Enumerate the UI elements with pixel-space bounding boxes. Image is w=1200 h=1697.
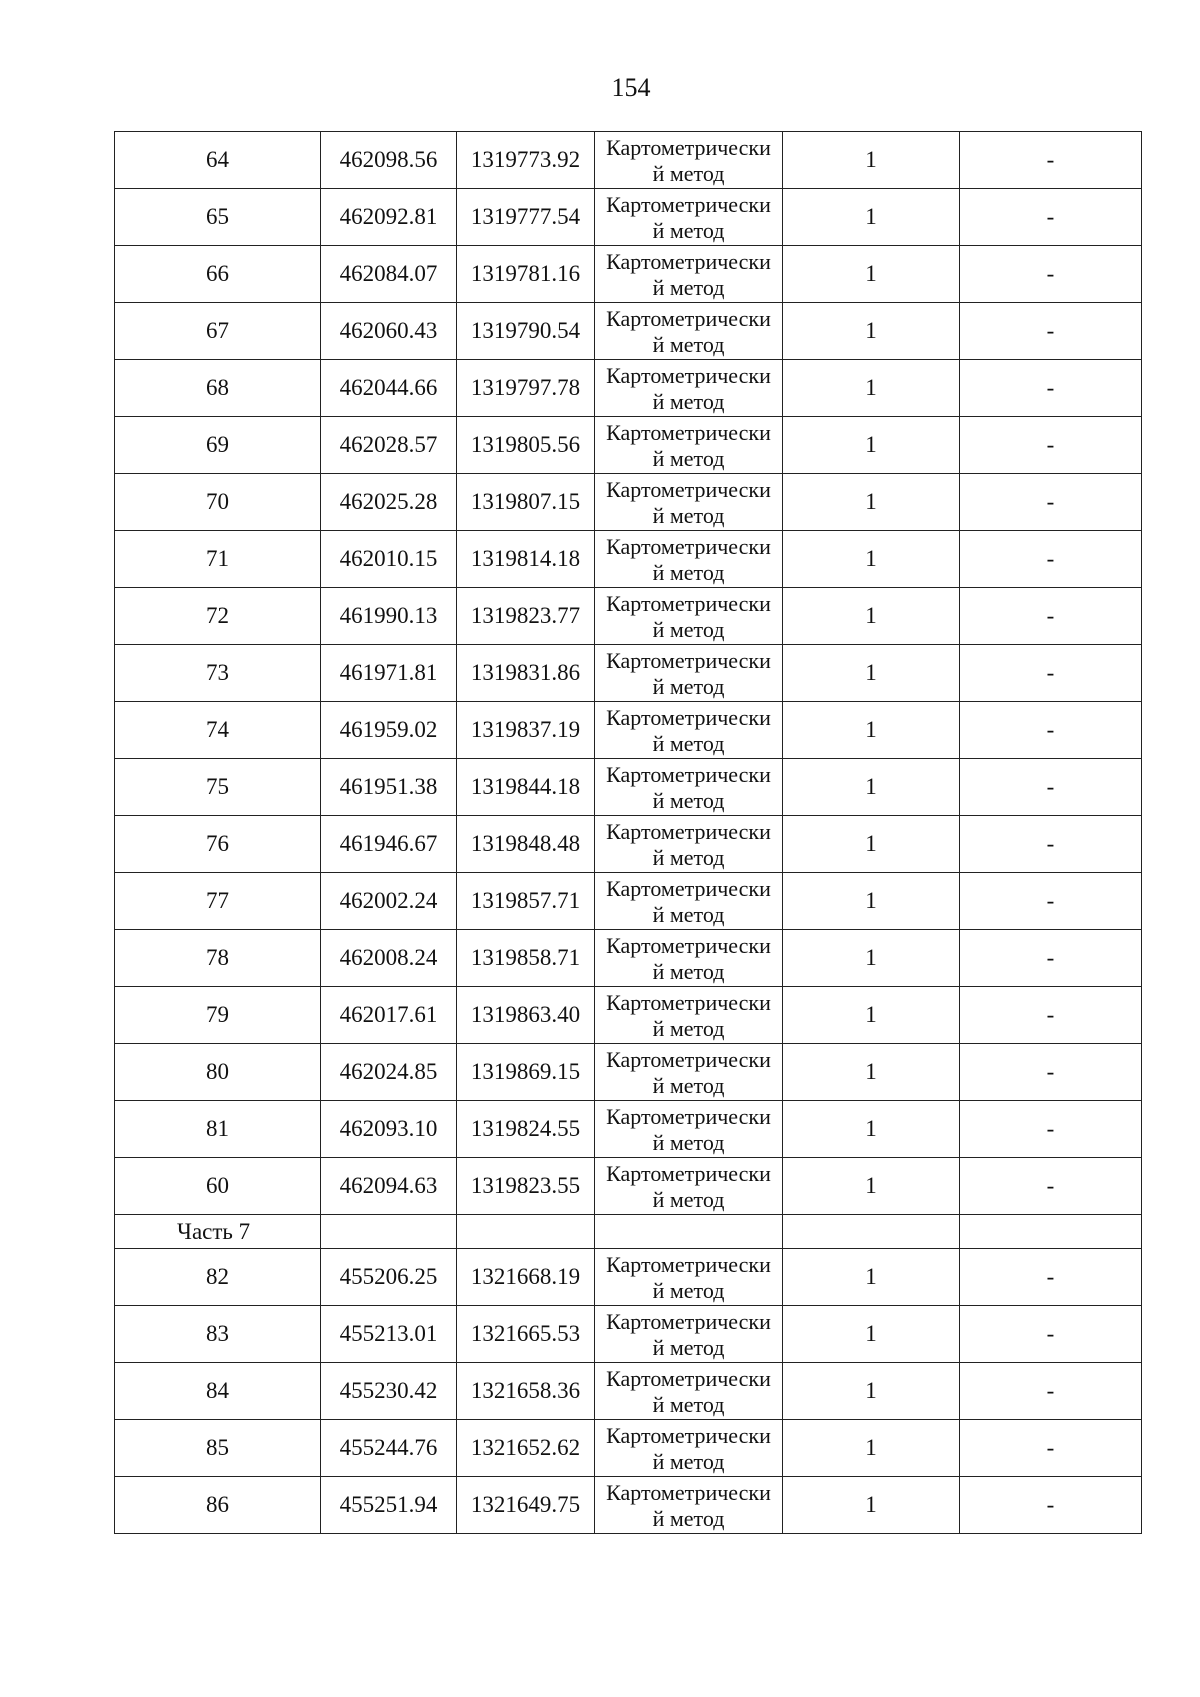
note-cell: - <box>960 987 1142 1044</box>
note-cell: - <box>960 1306 1142 1363</box>
table-row <box>115 816 1142 873</box>
note-cell: - <box>960 474 1142 531</box>
accuracy-cell: 1 <box>783 588 960 645</box>
x-coordinate-cell: 462084.07 <box>321 246 457 303</box>
point-number-cell: 64 <box>115 132 321 189</box>
method-label-line2: й метод <box>652 217 725 243</box>
accuracy-cell: 1 <box>783 417 960 474</box>
note-cell: - <box>960 1249 1142 1306</box>
table-row <box>115 1249 1142 1306</box>
accuracy-cell: 1 <box>783 759 960 816</box>
table-row <box>115 1306 1142 1363</box>
point-number-cell: 82 <box>115 1249 321 1306</box>
method-label-line2: й метод <box>652 1129 725 1155</box>
method-label-line1: Картометрически <box>606 476 771 502</box>
note-cell: - <box>960 303 1142 360</box>
x-coordinate-cell: 462017.61 <box>321 987 457 1044</box>
point-number-cell: 78 <box>115 930 321 987</box>
method-label-line1: Картометрически <box>606 875 771 901</box>
accuracy-cell: 1 <box>783 531 960 588</box>
note-cell: - <box>960 1158 1142 1215</box>
method-label-line1: Картометрически <box>606 590 771 616</box>
method-label-line1: Картометрически <box>606 647 771 673</box>
y-coordinate-cell: 1321665.53 <box>457 1306 595 1363</box>
x-coordinate-cell: 462010.15 <box>321 531 457 588</box>
note-cell: - <box>960 1420 1142 1477</box>
method-label-line2: й метод <box>652 673 725 699</box>
method-label-line2: й метод <box>652 1448 725 1474</box>
x-coordinate-cell: 462008.24 <box>321 930 457 987</box>
point-number-cell: 69 <box>115 417 321 474</box>
note-cell: - <box>960 645 1142 702</box>
note-cell: - <box>960 189 1142 246</box>
method-label-line2: й метод <box>652 1186 725 1212</box>
note-cell: - <box>960 816 1142 873</box>
note-cell: - <box>960 1044 1142 1101</box>
method-cell <box>595 702 783 759</box>
coordinates-table <box>114 131 1142 1534</box>
note-cell: - <box>960 930 1142 987</box>
table-row <box>115 702 1142 759</box>
method-cell <box>595 417 783 474</box>
coordinates-table-body <box>115 132 1142 1534</box>
method-cell <box>595 930 783 987</box>
method-cell <box>595 645 783 702</box>
y-coordinate-cell: 1321649.75 <box>457 1477 595 1534</box>
method-label-line1: Картометрически <box>606 362 771 388</box>
section-header-row <box>115 1215 1142 1249</box>
accuracy-cell: 1 <box>783 1249 960 1306</box>
y-coordinate-cell: 1319857.71 <box>457 873 595 930</box>
accuracy-cell: 1 <box>783 132 960 189</box>
section-label: Часть 7 <box>115 1215 321 1249</box>
x-coordinate-cell: 461951.38 <box>321 759 457 816</box>
x-coordinate-cell: 461990.13 <box>321 588 457 645</box>
method-cell <box>595 1158 783 1215</box>
y-coordinate-cell: 1319869.15 <box>457 1044 595 1101</box>
method-label-line2: й метод <box>652 1391 725 1417</box>
method-cell <box>595 303 783 360</box>
note-cell: - <box>960 1477 1142 1534</box>
x-coordinate-cell: 462028.57 <box>321 417 457 474</box>
method-label-line2: й метод <box>652 274 725 300</box>
method-label-line1: Картометрически <box>606 1308 771 1334</box>
table-row <box>115 1420 1142 1477</box>
note-cell: - <box>960 132 1142 189</box>
y-coordinate-cell: 1319831.86 <box>457 645 595 702</box>
method-cell <box>595 1044 783 1101</box>
accuracy-cell: 1 <box>783 1420 960 1477</box>
table-row <box>115 1044 1142 1101</box>
table-row <box>115 360 1142 417</box>
y-coordinate-cell: 1321668.19 <box>457 1249 595 1306</box>
table-row <box>115 873 1142 930</box>
x-coordinate-cell: 461971.81 <box>321 645 457 702</box>
table-row <box>115 246 1142 303</box>
method-label-line2: й метод <box>652 559 725 585</box>
table-row <box>115 1363 1142 1420</box>
x-coordinate-cell: 462098.56 <box>321 132 457 189</box>
table-row <box>115 1101 1142 1158</box>
method-label-line2: й метод <box>652 445 725 471</box>
method-label-line1: Картометрически <box>606 1103 771 1129</box>
accuracy-cell: 1 <box>783 1363 960 1420</box>
point-number-cell: 86 <box>115 1477 321 1534</box>
point-number-cell: 67 <box>115 303 321 360</box>
accuracy-cell: 1 <box>783 930 960 987</box>
x-coordinate-cell: 462092.81 <box>321 189 457 246</box>
accuracy-cell: 1 <box>783 1477 960 1534</box>
point-number-cell: 72 <box>115 588 321 645</box>
x-coordinate-cell: 462025.28 <box>321 474 457 531</box>
method-label-line1: Картометрически <box>606 818 771 844</box>
table-row <box>115 303 1142 360</box>
method-label-line2: й метод <box>652 388 725 414</box>
y-coordinate-cell: 1319805.56 <box>457 417 595 474</box>
accuracy-cell: 1 <box>783 645 960 702</box>
note-cell: - <box>960 588 1142 645</box>
method-cell <box>595 816 783 873</box>
accuracy-cell: 1 <box>783 474 960 531</box>
accuracy-cell: 1 <box>783 816 960 873</box>
method-label-line2: й метод <box>652 331 725 357</box>
x-coordinate-cell: 461959.02 <box>321 702 457 759</box>
y-coordinate-cell: 1319844.18 <box>457 759 595 816</box>
method-label-line2: й метод <box>652 1072 725 1098</box>
point-number-cell: 77 <box>115 873 321 930</box>
method-label-line2: й метод <box>652 730 725 756</box>
method-label-line1: Картометрически <box>606 134 771 160</box>
y-coordinate-cell: 1319773.92 <box>457 132 595 189</box>
point-number-cell: 84 <box>115 1363 321 1420</box>
table-row <box>115 1158 1142 1215</box>
x-coordinate-cell: 462044.66 <box>321 360 457 417</box>
point-number-cell: 75 <box>115 759 321 816</box>
x-coordinate-cell: 462060.43 <box>321 303 457 360</box>
accuracy-cell: 1 <box>783 873 960 930</box>
y-coordinate-cell: 1321658.36 <box>457 1363 595 1420</box>
table-row <box>115 930 1142 987</box>
empty-cell <box>960 1215 1142 1249</box>
point-number-cell: 81 <box>115 1101 321 1158</box>
method-label-line1: Картометрически <box>606 191 771 217</box>
table-row <box>115 132 1142 189</box>
note-cell: - <box>960 1101 1142 1158</box>
x-coordinate-cell: 455213.01 <box>321 1306 457 1363</box>
point-number-cell: 79 <box>115 987 321 1044</box>
empty-cell <box>783 1215 960 1249</box>
method-label-line1: Картометрически <box>606 248 771 274</box>
method-label-line2: й метод <box>652 844 725 870</box>
accuracy-cell: 1 <box>783 1044 960 1101</box>
method-cell <box>595 132 783 189</box>
method-label-line2: й метод <box>652 787 725 813</box>
note-cell: - <box>960 759 1142 816</box>
accuracy-cell: 1 <box>783 987 960 1044</box>
accuracy-cell: 1 <box>783 1158 960 1215</box>
method-label-line1: Картометрически <box>606 305 771 331</box>
method-cell <box>595 531 783 588</box>
y-coordinate-cell: 1319837.19 <box>457 702 595 759</box>
method-label-line1: Картометрически <box>606 761 771 787</box>
y-coordinate-cell: 1319807.15 <box>457 474 595 531</box>
note-cell: - <box>960 1363 1142 1420</box>
table-row <box>115 417 1142 474</box>
y-coordinate-cell: 1319777.54 <box>457 189 595 246</box>
table-row <box>115 474 1142 531</box>
note-cell: - <box>960 702 1142 759</box>
point-number-cell: 76 <box>115 816 321 873</box>
method-label-line2: й метод <box>652 958 725 984</box>
method-cell <box>595 1306 783 1363</box>
x-coordinate-cell: 462094.63 <box>321 1158 457 1215</box>
point-number-cell: 66 <box>115 246 321 303</box>
table-row <box>115 189 1142 246</box>
table-row <box>115 1477 1142 1534</box>
method-cell <box>595 873 783 930</box>
method-cell <box>595 1101 783 1158</box>
table-row <box>115 987 1142 1044</box>
note-cell: - <box>960 417 1142 474</box>
method-label-line1: Картометрически <box>606 419 771 445</box>
method-cell <box>595 1249 783 1306</box>
x-coordinate-cell: 455251.94 <box>321 1477 457 1534</box>
method-label-line2: й метод <box>652 502 725 528</box>
y-coordinate-cell: 1319848.48 <box>457 816 595 873</box>
method-label-line2: й метод <box>652 1334 725 1360</box>
point-number-cell: 68 <box>115 360 321 417</box>
accuracy-cell: 1 <box>783 189 960 246</box>
method-label-line2: й метод <box>652 1277 725 1303</box>
method-label-line1: Картометрически <box>606 1251 771 1277</box>
point-number-cell: 71 <box>115 531 321 588</box>
method-cell <box>595 246 783 303</box>
y-coordinate-cell: 1319781.16 <box>457 246 595 303</box>
method-label-line1: Картометрически <box>606 1046 771 1072</box>
method-cell <box>595 759 783 816</box>
method-label-line1: Картометрически <box>606 1422 771 1448</box>
x-coordinate-cell: 462002.24 <box>321 873 457 930</box>
method-label-line1: Картометрически <box>606 932 771 958</box>
method-label-line2: й метод <box>652 901 725 927</box>
accuracy-cell: 1 <box>783 1101 960 1158</box>
x-coordinate-cell: 455244.76 <box>321 1420 457 1477</box>
accuracy-cell: 1 <box>783 246 960 303</box>
method-label-line1: Картометрически <box>606 1479 771 1505</box>
y-coordinate-cell: 1319790.54 <box>457 303 595 360</box>
empty-cell <box>595 1215 783 1249</box>
y-coordinate-cell: 1319824.55 <box>457 1101 595 1158</box>
table-row <box>115 531 1142 588</box>
accuracy-cell: 1 <box>783 303 960 360</box>
method-label-line2: й метод <box>652 1015 725 1041</box>
method-cell <box>595 1363 783 1420</box>
accuracy-cell: 1 <box>783 1306 960 1363</box>
table-row <box>115 588 1142 645</box>
x-coordinate-cell: 455230.42 <box>321 1363 457 1420</box>
point-number-cell: 60 <box>115 1158 321 1215</box>
method-label-line2: й метод <box>652 1505 725 1531</box>
note-cell: - <box>960 873 1142 930</box>
method-label-line2: й метод <box>652 616 725 642</box>
table-row <box>115 759 1142 816</box>
point-number-cell: 74 <box>115 702 321 759</box>
method-cell <box>595 1477 783 1534</box>
method-cell <box>595 360 783 417</box>
method-label-line1: Картометрически <box>606 1365 771 1391</box>
point-number-cell: 70 <box>115 474 321 531</box>
method-label-line1: Картометрически <box>606 1160 771 1186</box>
y-coordinate-cell: 1319858.71 <box>457 930 595 987</box>
y-coordinate-cell: 1319814.18 <box>457 531 595 588</box>
y-coordinate-cell: 1321652.62 <box>457 1420 595 1477</box>
method-cell <box>595 474 783 531</box>
method-label-line1: Картометрически <box>606 989 771 1015</box>
table-row <box>115 645 1142 702</box>
method-label-line1: Картометрически <box>606 704 771 730</box>
point-number-cell: 83 <box>115 1306 321 1363</box>
accuracy-cell: 1 <box>783 702 960 759</box>
point-number-cell: 73 <box>115 645 321 702</box>
method-cell <box>595 588 783 645</box>
x-coordinate-cell: 462093.10 <box>321 1101 457 1158</box>
point-number-cell: 65 <box>115 189 321 246</box>
empty-cell <box>321 1215 457 1249</box>
y-coordinate-cell: 1319797.78 <box>457 360 595 417</box>
method-cell <box>595 987 783 1044</box>
accuracy-cell: 1 <box>783 360 960 417</box>
note-cell: - <box>960 246 1142 303</box>
point-number-cell: 80 <box>115 1044 321 1101</box>
x-coordinate-cell: 462024.85 <box>321 1044 457 1101</box>
x-coordinate-cell: 461946.67 <box>321 816 457 873</box>
method-cell <box>595 1420 783 1477</box>
y-coordinate-cell: 1319823.77 <box>457 588 595 645</box>
y-coordinate-cell: 1319863.40 <box>457 987 595 1044</box>
page-number: 154 <box>611 73 651 102</box>
x-coordinate-cell: 455206.25 <box>321 1249 457 1306</box>
point-number-cell: 85 <box>115 1420 321 1477</box>
note-cell: - <box>960 531 1142 588</box>
method-label-line1: Картометрически <box>606 533 771 559</box>
note-cell: - <box>960 360 1142 417</box>
method-label-line2: й метод <box>652 160 725 186</box>
y-coordinate-cell: 1319823.55 <box>457 1158 595 1215</box>
empty-cell <box>457 1215 595 1249</box>
method-cell <box>595 189 783 246</box>
